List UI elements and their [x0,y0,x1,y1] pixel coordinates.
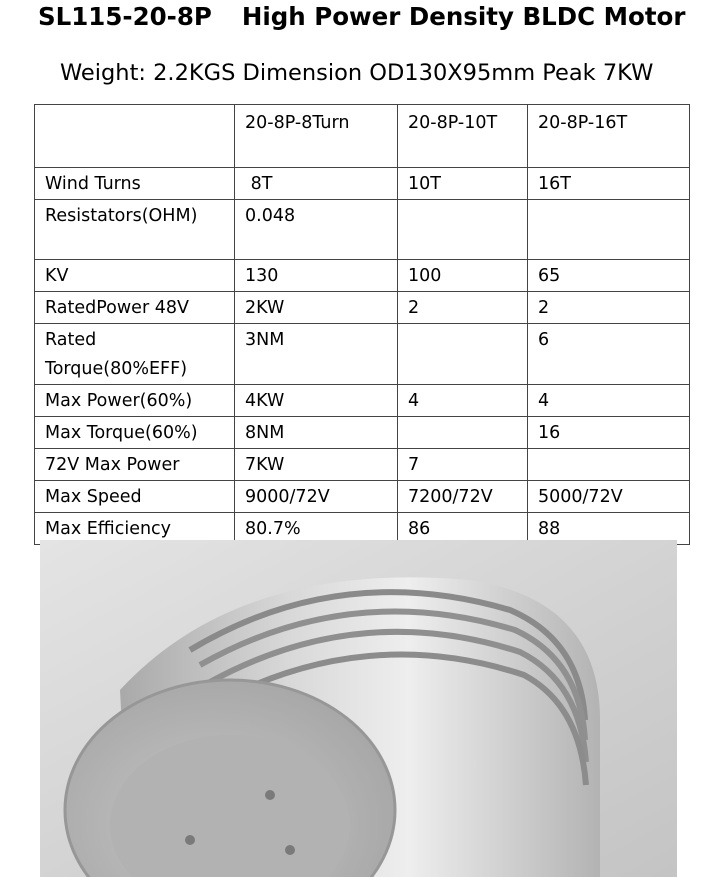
table-cell: 100 [398,260,528,292]
table-cell: 88 [528,513,690,545]
table-cell: 7 [398,449,528,481]
table-row [35,417,690,449]
row-label: 72V Max Power [35,449,235,481]
spec-table [34,104,690,545]
table-cell: 65 [528,260,690,292]
table-cell [528,200,690,260]
table-cell: 16T [528,168,690,200]
table-cell: 7KW [235,449,398,481]
table-cell: 4KW [235,385,398,417]
table-row [35,292,690,324]
screw-hole [265,790,275,800]
table-header-row [35,105,690,168]
table-cell: 4 [398,385,528,417]
product-title: High Power Density BLDC Motor [241,2,686,31]
table-cell [398,417,528,449]
table-row [35,449,690,481]
row-label: Rated Torque(80%EFF) [35,324,235,385]
row-label: Max Power(60%) [35,385,235,417]
table-cell [398,324,528,385]
row-label: Max Efficiency [35,513,235,545]
screw-hole [285,845,295,855]
table-cell: 16 [528,417,690,449]
table-header-cell: 20-8P-10T [398,105,528,168]
page-title [38,2,685,31]
table-header-cell [35,105,235,168]
table-cell: 9000/72V [235,481,398,513]
table-row [35,260,690,292]
spec-summary: Weight: 2.2KGS Dimension OD130X95mm Peak 7KW [60,60,654,86]
table-cell: 6 [528,324,690,385]
motor-photo-icon [40,540,677,877]
table-row [35,324,690,385]
table-cell: 2 [398,292,528,324]
table-row [35,385,690,417]
screw-hole [185,835,195,845]
row-label: Max Speed [35,481,235,513]
table-cell: 86 [398,513,528,545]
table-cell: 0.048 [235,200,398,260]
model-number: SL115-20-8P [38,2,212,31]
table-cell: 80.7% [235,513,398,545]
row-label: Max Torque(60%) [35,417,235,449]
motor-photo [40,540,677,877]
table-cell: 8T [235,168,398,200]
row-label: Wind Turns [35,168,235,200]
table-header-cell: 20-8P-8Turn [235,105,398,168]
table-cell: 10T [398,168,528,200]
table-cell [398,200,528,260]
table-cell: 8NM [235,417,398,449]
row-label: KV [35,260,235,292]
table-cell: 2KW [235,292,398,324]
table-cell: 7200/72V [398,481,528,513]
table-cell: 130 [235,260,398,292]
row-label: RatedPower 48V [35,292,235,324]
table-cell: 2 [528,292,690,324]
table-cell: 4 [528,385,690,417]
table-cell: 5000/72V [528,481,690,513]
table-cell: 3NM [235,324,398,385]
row-label: Resistators(OHM) [35,200,235,260]
table-row [35,200,690,260]
table-header-cell: 20-8P-16T [528,105,690,168]
table-row [35,481,690,513]
table-cell [528,449,690,481]
table-row [35,168,690,200]
